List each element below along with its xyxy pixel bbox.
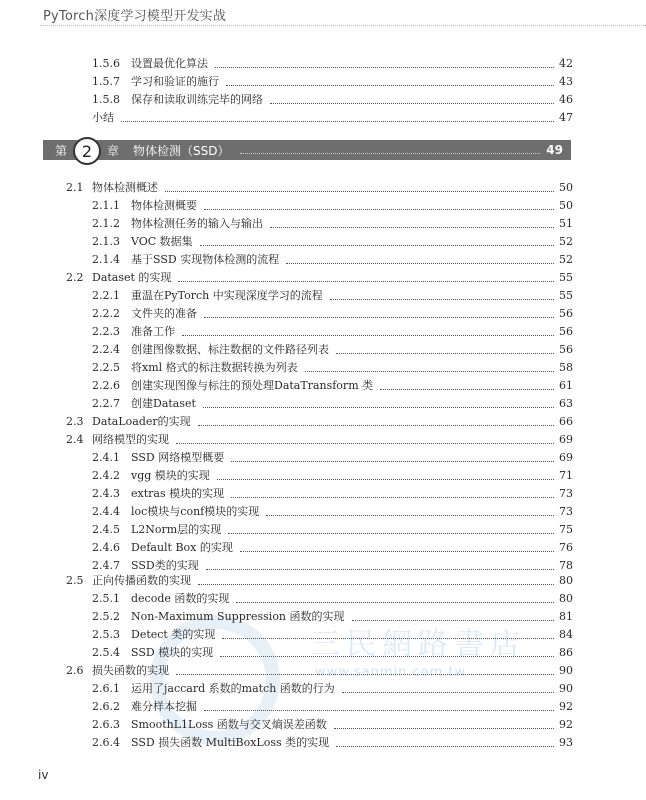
toc-entry[interactable] [92, 233, 573, 251]
entry-page: 63 [559, 397, 573, 410]
toc-entry[interactable] [92, 359, 573, 377]
entry-page: 43 [559, 75, 573, 88]
dot-leader [203, 407, 554, 408]
toc-section[interactable] [66, 179, 573, 197]
toc-entry[interactable] [92, 395, 573, 413]
entry-number: 2.2.7 [92, 397, 120, 410]
entry-number: 2.6.3 [92, 718, 120, 731]
entry-title: 学习和验证的施行 [131, 75, 219, 88]
dot-leader [226, 85, 554, 86]
toc-entry[interactable] [92, 305, 573, 323]
entry-page: 58 [559, 361, 573, 374]
entry-title: 损失函数的实现 [92, 664, 169, 677]
entry-page: 84 [559, 628, 573, 641]
entry-title: 物体检测任务的输入与输出 [131, 217, 263, 230]
entry-number: 2.4.3 [92, 487, 120, 500]
toc-entry[interactable] [92, 644, 573, 662]
entry-page: 92 [559, 718, 573, 731]
chapter-title: 物体检测（SSD） [133, 143, 230, 158]
dot-leader [220, 656, 554, 657]
dot-leader [178, 281, 554, 282]
entry-page: 56 [559, 307, 573, 320]
toc-section[interactable] [66, 431, 573, 449]
entry-page: 50 [559, 199, 573, 212]
entry-number: 2.2.5 [92, 361, 120, 374]
entry-title: 创建实现图像与标注的预处理DataTransform 类 [131, 379, 374, 392]
entry-number: 2.5.1 [92, 592, 120, 605]
dot-leader [336, 746, 554, 747]
toc-section[interactable] [66, 662, 573, 680]
entry-number: 2.6.1 [92, 682, 120, 695]
entry-number: 2.4.1 [92, 451, 120, 464]
entry-title: 物体检测概要 [131, 199, 197, 212]
entry-number: 1.5.7 [92, 75, 120, 88]
toc-entry[interactable] [92, 608, 573, 626]
entry-title: Non-Maximum Suppression 函数的实现 [131, 610, 345, 623]
entry-number: 2.1.4 [92, 253, 120, 266]
entry-title: VOC 数据集 [131, 235, 193, 248]
dot-leader [228, 533, 554, 534]
dot-leader [380, 389, 554, 390]
toc-entry[interactable] [92, 467, 573, 485]
entry-number: 1.5.6 [92, 57, 120, 70]
header-rule [40, 25, 646, 26]
entry-page: 47 [559, 111, 573, 124]
entry-page: 42 [559, 57, 573, 70]
entry-title: loc模块与conf模块的实现 [131, 505, 260, 518]
entry-number: 2.1.2 [92, 217, 120, 230]
entry-page: 55 [559, 289, 573, 302]
entry-page: 69 [559, 433, 573, 446]
entry-number: 2.5.4 [92, 646, 120, 659]
entry-page: 90 [559, 682, 573, 695]
entry-title: 设置最优化算法 [131, 57, 208, 70]
entry-title: SSD类的实现 [131, 559, 199, 572]
entry-number: 2.4.5 [92, 523, 120, 536]
dot-leader [286, 263, 554, 264]
entry-number: 2.2.2 [92, 307, 120, 320]
dot-leader [352, 620, 554, 621]
toc-entry[interactable] [92, 590, 573, 608]
entry-number: 2.2 [66, 271, 84, 284]
entry-title: 难分样本挖掘 [131, 700, 197, 713]
entry-number: 2.2.3 [92, 325, 120, 338]
entry-title: 网络模型的实现 [92, 433, 169, 446]
dot-leader [240, 551, 554, 552]
entry-number: 2.4.4 [92, 505, 120, 518]
entry-page: 71 [559, 469, 573, 482]
entry-page: 56 [559, 325, 573, 338]
entry-number: 2.4.2 [92, 469, 120, 482]
dot-leader [204, 317, 554, 318]
entry-page: 69 [559, 451, 573, 464]
running-head: PyTorch深度学习模型开发实战 [43, 9, 227, 24]
dot-leader [182, 335, 554, 336]
toc-entry[interactable] [92, 485, 573, 503]
entry-title: DataLoader的实现 [92, 415, 191, 428]
toc-section[interactable] [66, 269, 573, 287]
dot-leader [121, 121, 554, 122]
entry-page: 55 [559, 271, 573, 284]
dot-leader [165, 191, 554, 192]
entry-title: 运用了jaccard 系数的match 函数的行为 [131, 682, 335, 695]
entry-title: Detect 类的实现 [131, 628, 216, 641]
entry-number: 2.1.1 [92, 199, 120, 212]
toc-entry[interactable] [92, 449, 573, 467]
chapter-prefix: 第 [55, 143, 68, 158]
dot-leader [204, 710, 554, 711]
toc-entry[interactable] [92, 503, 573, 521]
entry-number: 2.4.7 [92, 559, 120, 572]
entry-page: 75 [559, 523, 573, 536]
entry-number: 2.6.4 [92, 736, 120, 749]
toc-section[interactable] [66, 413, 573, 431]
toc-entry[interactable] [92, 698, 573, 716]
dot-leader [198, 584, 554, 585]
toc-entry[interactable] [92, 251, 573, 269]
entry-number: 2.2.4 [92, 343, 120, 356]
dot-leader [305, 371, 554, 372]
watermark-url: www.sanmin.com.tw [315, 665, 467, 680]
toc-entry[interactable] [92, 215, 573, 233]
toc-entry[interactable] [92, 91, 573, 109]
entry-title: SSD 模块的实现 [131, 646, 214, 659]
entry-page: 50 [559, 181, 573, 194]
entry-number: 2.2.1 [92, 289, 120, 302]
toc-entry-summary[interactable] [92, 109, 573, 127]
entry-number: 2.1 [66, 181, 84, 194]
entry-page: 78 [559, 559, 573, 572]
entry-title: 保存和读取训练完毕的网络 [131, 93, 263, 106]
dot-leader [176, 443, 554, 444]
toc-entry[interactable] [92, 197, 573, 215]
entry-page: 73 [559, 505, 573, 518]
entry-title: 物体检测概述 [92, 181, 158, 194]
chapter-heading[interactable] [43, 140, 571, 160]
dot-leader [206, 569, 554, 570]
toc-entry[interactable] [92, 73, 573, 91]
entry-number: 2.5.3 [92, 628, 120, 641]
toc-entry[interactable] [92, 377, 573, 395]
toc-entry[interactable] [92, 55, 573, 73]
entry-title: SmoothL1Loss 函数与交叉熵误差函数 [131, 718, 327, 731]
entry-title: 基于SSD 实现物体检测的流程 [131, 253, 280, 266]
entry-page: 76 [559, 541, 573, 554]
dot-leader [336, 353, 554, 354]
dot-leader [266, 515, 554, 516]
entry-page: 90 [559, 664, 573, 677]
entry-page: 81 [559, 610, 573, 623]
entry-title: 准备工作 [131, 325, 175, 338]
dot-leader [334, 728, 554, 729]
dot-leader [231, 461, 554, 462]
entry-title: 文件夹的准备 [131, 307, 197, 320]
entry-number: 2.4 [66, 433, 84, 446]
entry-title: decode 函数的实现 [131, 592, 230, 605]
entry-title: SSD 网络模型概要 [131, 451, 225, 464]
entry-page: 73 [559, 487, 573, 500]
entry-title: vgg 模块的实现 [131, 469, 210, 482]
dot-leader [217, 479, 554, 480]
entry-page: 52 [559, 253, 573, 266]
entry-title: 正向传播函数的实现 [92, 574, 191, 587]
dot-leader [231, 497, 554, 498]
chapter-page: 49 [546, 143, 563, 157]
entry-title: 小结 [92, 111, 114, 124]
dot-leader [200, 245, 554, 246]
entry-page: 80 [559, 574, 573, 587]
dot-leader [342, 692, 554, 693]
dot-leader [222, 638, 554, 639]
entry-page: 66 [559, 415, 573, 428]
entry-page: 80 [559, 592, 573, 605]
entry-page: 51 [559, 217, 573, 230]
dot-leader [204, 209, 554, 210]
dot-leader [176, 674, 554, 675]
dot-leader [215, 67, 554, 68]
entry-page: 61 [559, 379, 573, 392]
entry-title: extras 模块的实现 [131, 487, 225, 500]
watermark-text: 三民網路書店 [310, 627, 526, 662]
entry-number: 2.3 [66, 415, 84, 428]
entry-title: 创建图像数据、标注数据的文件路径列表 [131, 343, 329, 356]
toc-section[interactable] [66, 572, 573, 590]
toc-entry[interactable] [92, 716, 573, 734]
toc-entry[interactable] [92, 539, 573, 557]
toc-entry[interactable] [92, 287, 573, 305]
entry-number: 2.5 [66, 574, 84, 587]
entry-number: 2.6 [66, 664, 84, 677]
dot-leader [330, 299, 554, 300]
chapter-number-badge: 2 [73, 137, 101, 165]
entry-number: 2.1.3 [92, 235, 120, 248]
entry-title: SSD 损失函数 MultiBoxLoss 类的实现 [131, 736, 330, 749]
entry-number: 2.4.6 [92, 541, 120, 554]
entry-title: Dataset 的实现 [92, 271, 172, 284]
entry-number: 2.2.6 [92, 379, 120, 392]
chapter-suffix: 章 [107, 143, 120, 158]
entry-page: 52 [559, 235, 573, 248]
entry-page: 86 [559, 646, 573, 659]
entry-title: L2Norm层的实现 [131, 523, 222, 536]
entry-number: 1.5.8 [92, 93, 120, 106]
toc-entry[interactable] [92, 341, 573, 359]
toc-entry[interactable] [92, 734, 573, 752]
dot-leader [236, 602, 554, 603]
entry-page: 93 [559, 736, 573, 749]
entry-page: 92 [559, 700, 573, 713]
entry-number: 2.6.2 [92, 700, 120, 713]
entry-title: 创建Dataset [131, 397, 196, 410]
entry-title: 将xml 格式的标注数据转换为列表 [131, 361, 298, 374]
toc-entry[interactable] [92, 680, 573, 698]
entry-title: 重温在PyTorch 中实现深度学习的流程 [131, 289, 323, 302]
toc-entry[interactable] [92, 626, 573, 644]
page-number: iv [38, 768, 49, 782]
dot-leader [240, 153, 541, 154]
entry-number: 2.5.2 [92, 610, 120, 623]
dot-leader [270, 103, 554, 104]
toc-entry[interactable] [92, 521, 573, 539]
entry-page: 46 [559, 93, 573, 106]
entry-page: 56 [559, 343, 573, 356]
entry-title: Default Box 的实现 [131, 541, 233, 554]
dot-leader [270, 227, 554, 228]
dot-leader [198, 425, 554, 426]
toc-entry[interactable] [92, 323, 573, 341]
